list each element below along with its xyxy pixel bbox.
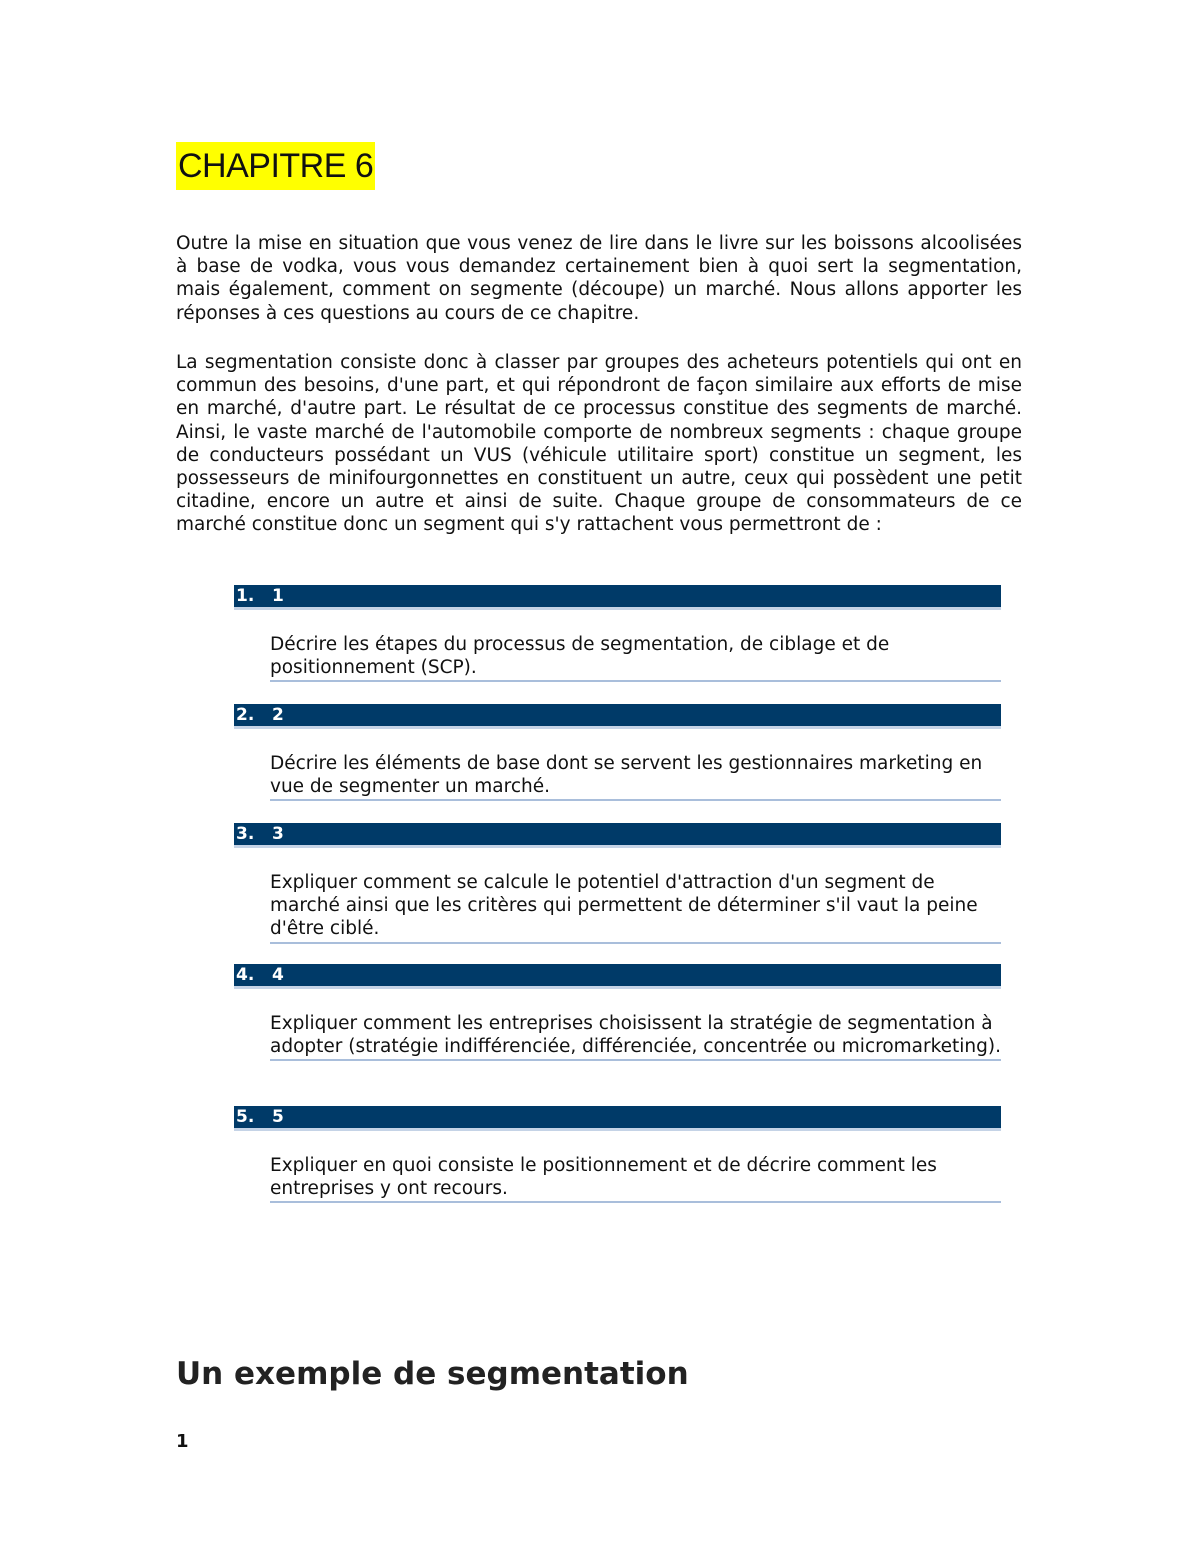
section-title: Un exemple de segmentation [176,1356,689,1392]
objective-description: Expliquer en quoi consiste le positionnement et de décrire comment les entreprises y ont recours. [270,1154,1001,1203]
objective-label: 4 [272,965,284,985]
document-page [176,0,1024,1553]
chapter-title: CHAPITRE 6 [176,142,375,190]
objective-header-bar [234,1106,1001,1131]
objective-number: 1. [236,586,255,606]
objective-number: 4. [236,965,255,985]
objective-description: Décrire les éléments de base dont se servent les gestionnaires marketing en vue de segmenter un marché. [270,752,1001,801]
objective-item [234,1106,1001,1201]
objective-description: Expliquer comment se calcule le potentiel d'attraction d'un segment de marché ainsi que les critères qui permettent de déterminer s'il vaut la peine d'être ciblé. [270,871,1001,944]
page-number: 1 [176,1431,189,1452]
objective-item [234,964,1001,1082]
objective-description: Décrire les étapes du processus de segmentation, de ciblage et de positionnement (SCP). [270,633,1001,682]
objective-header-bar [234,964,1001,989]
objective-label: 3 [272,824,284,844]
objective-header-bar [234,704,1001,729]
objective-label: 2 [272,705,284,725]
objective-label: 5 [272,1107,284,1127]
intro-paragraph: Outre la mise en situation que vous venez de lire dans le livre sur les boissons alcoolisées à base de vodka, vous vous demandez certainement bien à quoi sert la segmentation, mais également, comment on segmente (découpe) un marché. Nous allons apporter les réponses à ces questions au cours de ce chapitre. [176,233,1022,324]
objective-header-bar [234,823,1001,848]
objective-item [234,704,1001,799]
objective-header-bar [234,585,1001,610]
objective-description: Expliquer comment les entreprises choisissent la stratégie de segmentation à adopter (stratégie indifférenciée, différenciée, concentrée ou micromarketing). [270,1012,1001,1061]
objective-item [234,823,1001,941]
objective-item [234,585,1001,680]
objective-number: 2. [236,705,255,725]
objective-number: 3. [236,824,255,844]
segmentation-paragraph: La segmentation consiste donc à classer par groupes des acheteurs potentiels qui ont en commun des besoins, d'une part, et qui répondront de façon similaire aux efforts de mise en marché, d'autre part. Le résultat de ce processus constitue des segments de marché. Ainsi, le vaste marché de l'automobile comporte de nombreux segments : chaque groupe de conducteurs possédant un VUS (véhicule utilitaire sport) constitue un segment, les possesseurs de minifourgonnettes en constituent un autre, ceux qui possèdent une petit citadine, encore un autre et ainsi de suite. Chaque groupe de consommateurs de ce marché constitue donc un segment qui s'y rattachent vous permettront de : [176,352,1022,536]
objective-label: 1 [272,586,284,606]
objective-number: 5. [236,1107,255,1127]
learning-objectives [234,585,1001,1201]
